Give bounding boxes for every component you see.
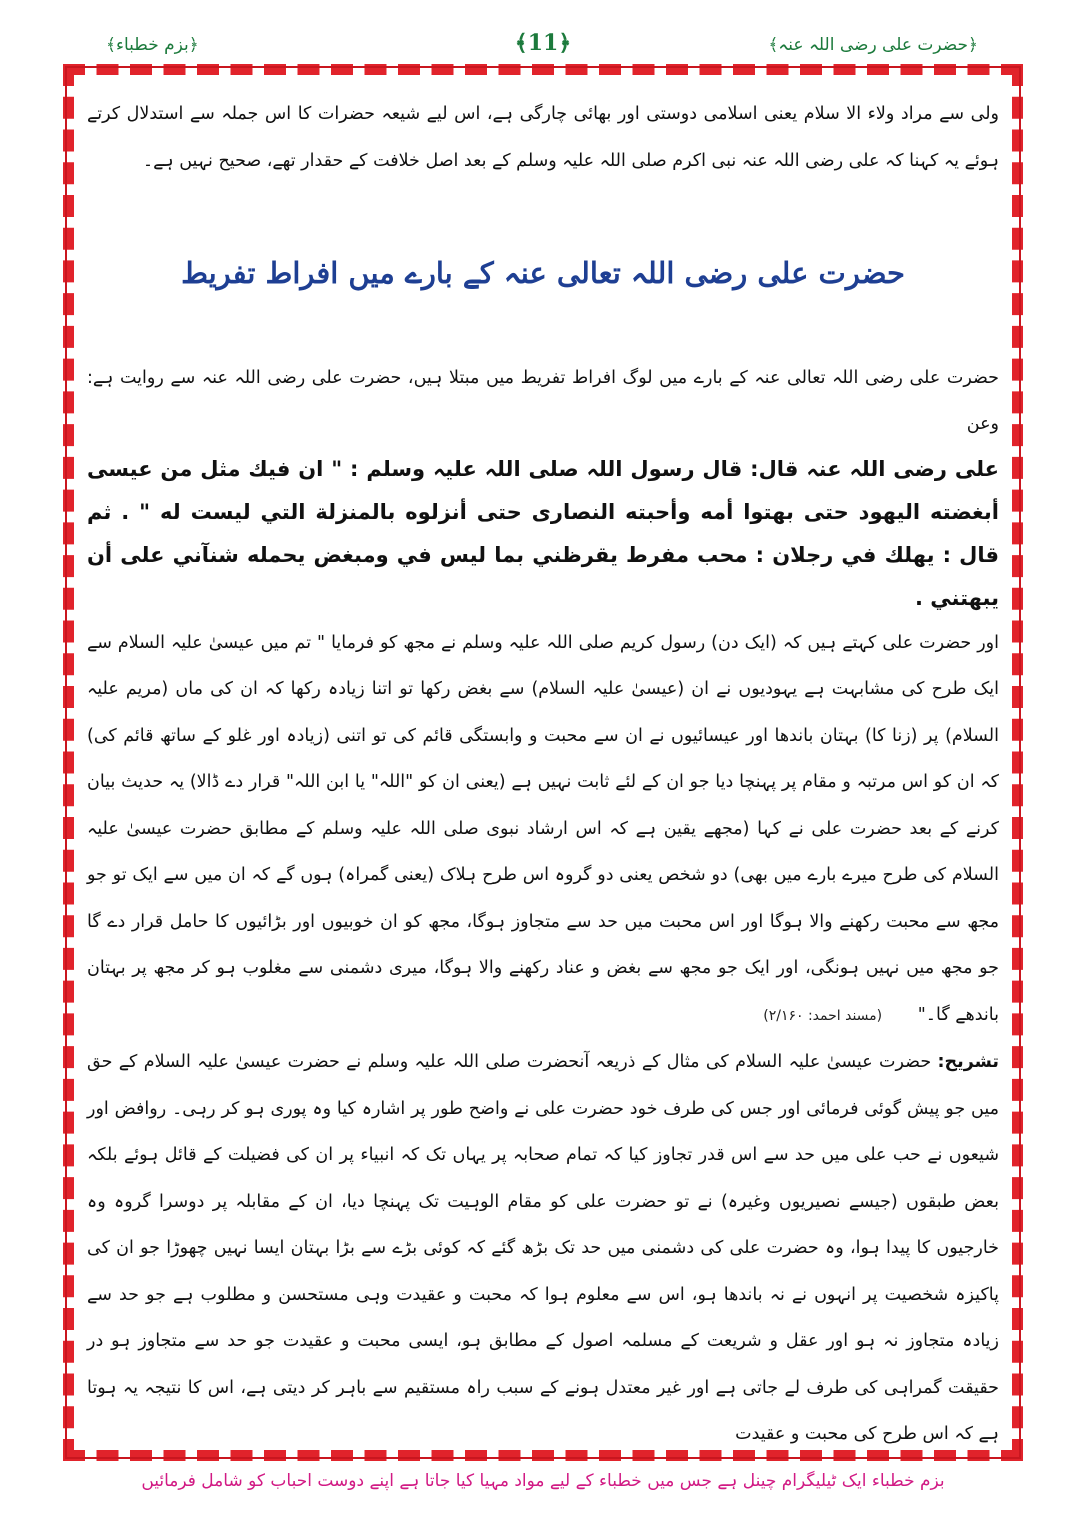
arabic-hadith-text: علی رضی اللہ عنہ قال: قال رسول اللہ صلی اللہ علیہ وسلم : " ان فيك مثل من عيسى أبغضته اليهود حتى بهتوا أمه وأحبته النصارى حتى أنزلوه بالمنزلة التي ليست له " . ثم قال : يهلك في رجلان : محب مفرط يقرظني بما ليس في ومبغض يحمله شنآني على أن يبهتني . <box>87 456 999 610</box>
page-border <box>63 64 1023 1461</box>
header-book-title: ﴿حضرت علی رضی اللہ عنہ﴾ <box>768 35 978 55</box>
translation-text: اور حضرت علی کہتے ہیں کہ (ایک دن) رسول کریم صلی اللہ علیہ وسلم نے مجھ کو فرمایا " تم میں عیسیٰ علیہ السلام سے ایک طرح کی مشابہت ہے یہودیوں نے ان (عیسیٰ علیہ السلام) سے بغض رکھا تو اتنا زیادہ رکھا کہ ان کی ماں (مریم علیہ السلام) پر (زنا کا) بہتان باندھا اور عیسائیوں نے ان سے محبت و وابستگی قائم کی تو اتنی (زیادہ اور غلو کے ساتھ قائم کی) کہ ان کو اس مرتبہ و مقام پر پہنچا دیا جو ان کے لئے ثابت نہیں ہے (یعنی ان کو "اللہ" یا ابن اللہ" قرار دے ڈالا) یہ حدیث بیان کرنے کے بعد حضرت علی نے کہا (مجھے یقین ہے کہ اس ارشاد نبوی صلی اللہ علیہ وسلم کے مطابق حضرت عیسیٰ علیہ السلام کی طرح میرے بارے میں بھی) دو شخص یعنی دو گروہ اس طرح ہلاک (یعنی گمراہ) ہوں گے کہ ان میں سے ایک تو جو مجھ سے محبت رکھنے والا ہوگا اور اس محبت میں حد سے متجاوز ہوگا، مجھ کو ان خوبیوں اور بڑائیوں کا حامل قرار دے گا جو مجھ میں نہیں ہونگی، اور ایک جو مجھ سے بغض و عناد رکھنے والا ہوگا، میری دشمنی سے مغلوب ہو کر مجھ پر بہتان باندھے گا۔" <box>87 632 999 1025</box>
paragraph-commentary <box>87 1039 999 1458</box>
header-channel-name: ﴿بزم خطباء﴾ <box>106 35 199 55</box>
page-header <box>0 32 1086 68</box>
commentary-label: تشریح: <box>937 1052 999 1073</box>
intro-paragraph: ولی سے مراد ولاء الا سلام یعنی اسلامی دوستی اور بھائی چارگی ہے، اس لیے شیعہ حضرات کا اس جملہ سے استدلال کرتے ہوئے یہ کہنا کہ علی رضی اللہ عنہ نبی اکرم صلی اللہ علیہ وسلم کے بعد اصل خلافت کے حقدار تھے، صحیح نہیں ہے۔ <box>87 104 999 171</box>
paragraph-narration: حضرت علی رضی اللہ تعالی عنہ کے بارے میں لوگ افراط تفریط میں مبتلا ہیں، حضرت علی رضی اللہ عنہ سے روایت ہے: وعن <box>87 367 999 435</box>
footer-note: بزم خطباء ایک ٹیلیگرام چینل ہے جس میں خطباء کے لیے مواد مہیا کیا جاتا ہے اپنے دوست احباب کو شامل فرمائیں <box>141 1471 945 1491</box>
section-heading: حضرت علی رضی اللہ تعالی عنہ کے بارے میں افراط تفریط <box>181 256 905 290</box>
page-number: ﴿11﴾ <box>514 30 572 56</box>
page-content <box>87 85 999 1445</box>
commentary-text: حضرت عیسیٰ علیہ السلام کی مثال کے ذریعہ آنحضرت صلی اللہ علیہ وسلم نے حضرت عیسیٰ علیہ السلام کے حق میں جو پیش گوئی فرمائی اور جس کی طرف خود حضرت علی نے واضح طور پر اشارہ کیا وہ پوری ہو کر رہی۔ روافض اور شیعوں نے حب علی میں حد سے اس قدر تجاوز کیا کہ تمام صحابہ پر یہاں تک کہ انبیاء پر ان کی فضیلت کے قائل ہوئے بلکہ بعض طبقوں (جیسے نصیریوں وغیرہ) نے تو حضرت علی کو مقام الوہیت تک پہنچا دیا، ان کے مقابلہ پر دوسرا گروہ وہ خارجیوں کا پیدا ہوا، وہ حضرت علی کی دشمنی میں حد تک بڑھ گئے کہ کوئی بڑے سے بڑا بہتان ایسا نہیں چھوڑا جو ان کی پاکیزہ شخصیت پر انہوں نے نہ باندھا ہو، اس سے معلوم ہوا کہ محبت و عقیدت وہی مستحسن و مطلوب ہے جو حد سے زیادہ متجاوز نہ ہو اور عقل و شریعت کے مسلمہ اصول کے مطابق ہو، ایسی محبت و عقیدت جو حد سے متجاوز ہو در حقیقت گمراہی کی طرف لے جاتی ہے اور غیر معتدل ہونے کے سبب راہ مستقیم سے باہر کر دیتی ہے، اس کا نتیجہ یہ ہوتا ہے کہ اس طرح کی محبت و عقیدت <box>87 1052 999 1445</box>
paragraph-translation <box>87 620 999 1040</box>
hadith-reference: (مسند احمد: ۲/۱۶۰) <box>763 1007 883 1024</box>
